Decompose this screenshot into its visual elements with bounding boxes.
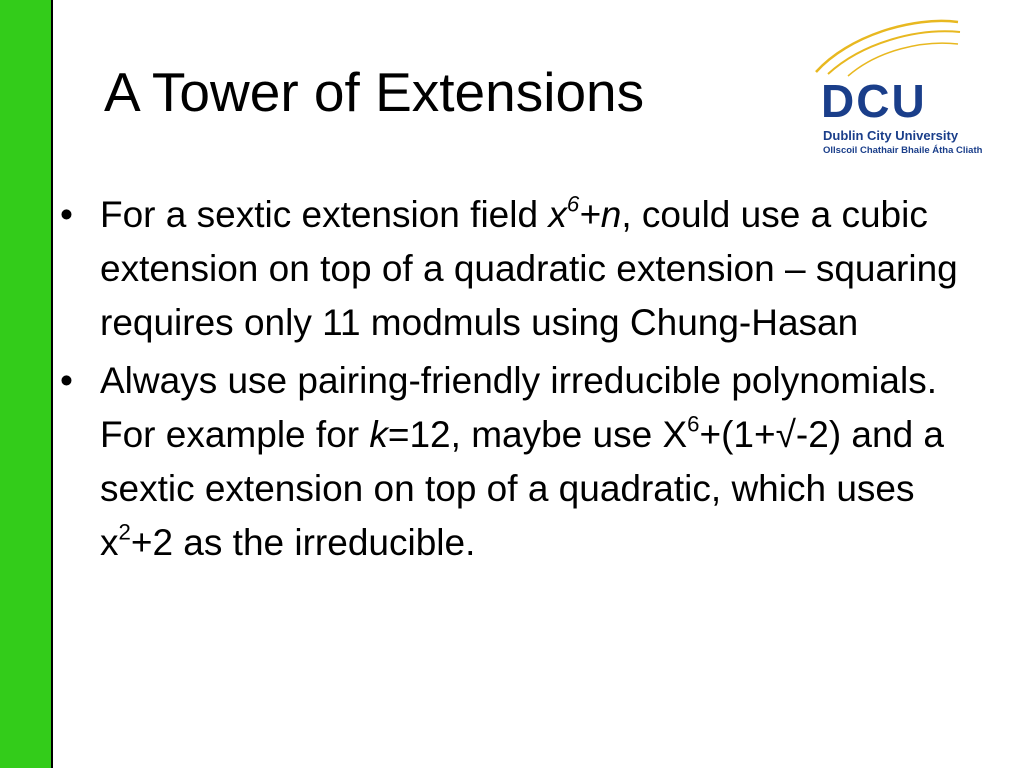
- logo-wordmark: DCU: [821, 75, 927, 127]
- green-side-bar: [0, 0, 53, 768]
- math-exponent: 6: [566, 191, 580, 217]
- math-term: +n: [579, 194, 622, 235]
- logo-university-name: Dublin City University: [823, 128, 959, 143]
- bullet-text: , could use a cubic extension on top of a quadratic extension – squaring requires only 11 modmuls using Chung-Hasan: [100, 194, 958, 343]
- logo-irish-name: Ollscoil Chathair Bhaile Átha Cliath: [823, 145, 983, 156]
- bullet-marker: •: [60, 194, 73, 235]
- bullet-text: For a sextic extension field: [100, 194, 549, 235]
- bullet-text: +2 as the irreducible.: [130, 522, 476, 563]
- bullet-list: [60, 188, 970, 574]
- math-exponent: 6: [687, 411, 700, 437]
- dcu-logo: [808, 14, 983, 159]
- math-exponent: 2: [118, 519, 131, 545]
- bullet-marker: •: [60, 360, 73, 401]
- math-variable: x: [548, 194, 567, 235]
- math-variable: k: [369, 414, 388, 455]
- bullet-item: [60, 354, 970, 570]
- bullet-text: +(1+√-2) and a sextic extension on top of a quadratic, which uses x: [100, 414, 945, 563]
- bullet-item: [60, 188, 970, 350]
- bullet-text: Always use pairing-friendly irreducible polynomials. For example for: [100, 360, 937, 455]
- logo-swoosh-icon: [808, 14, 968, 84]
- bullet-text: =12, maybe use X: [387, 414, 688, 455]
- slide-title: A Tower of Extensions: [104, 61, 645, 123]
